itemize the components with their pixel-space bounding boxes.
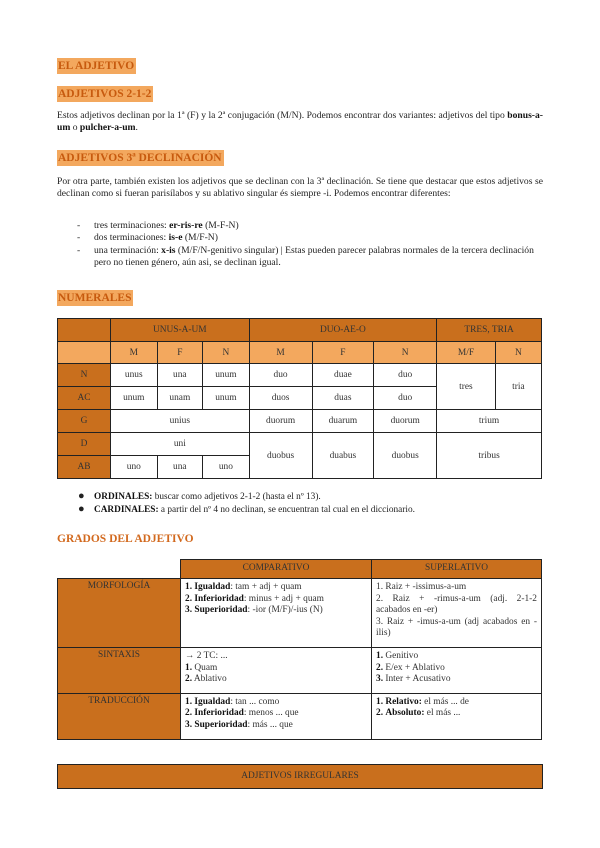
table-cell: una xyxy=(157,456,203,479)
gender-header: F xyxy=(312,342,374,364)
empty-header-cell xyxy=(58,342,111,364)
paragraph-text: . xyxy=(135,122,138,134)
sintaxis-superlativo xyxy=(372,647,542,693)
morfologia-comparativo xyxy=(181,579,372,648)
line: 2. E/ex + Ablativo xyxy=(376,662,445,673)
bold-term: pulcher-a-um xyxy=(79,122,136,134)
table-cell: duabus xyxy=(312,433,374,479)
column-header-comparativo: COMPARATIVO xyxy=(181,560,372,579)
table-cell: uno xyxy=(111,456,158,479)
sintaxis-comparativo xyxy=(181,647,372,693)
section-heading-3-declinacion: ADJETIVOS 3ª DECLINACIÓN xyxy=(58,152,222,164)
table-cell: tria xyxy=(495,364,541,410)
line: → 2 TC: ... xyxy=(185,650,228,661)
line: 3. Superioridad: -ior (M/F)/-ius (N) xyxy=(185,605,323,616)
table-cell: una xyxy=(157,364,203,387)
case-label: N xyxy=(58,364,111,387)
table-cell: uno xyxy=(203,456,250,479)
gender-header: N xyxy=(203,342,250,364)
gender-header: M xyxy=(249,342,312,364)
line: 1. Quam xyxy=(185,662,218,673)
list-item: ● ORDINALES: buscar como adjetivos 2-1-2 (hasta el nº 13). xyxy=(78,490,321,502)
table-cell: duobus xyxy=(374,433,437,479)
group-header: UNUS-A-UM xyxy=(111,319,250,342)
table-cell: duae xyxy=(312,364,374,387)
table-cell: duo xyxy=(374,364,437,387)
table-cell: trium xyxy=(437,410,542,433)
table-cell: duo xyxy=(249,364,312,387)
group-header: DUO-AE-O xyxy=(249,319,436,342)
case-label: G xyxy=(58,410,111,433)
line: 1. Genitivo xyxy=(376,650,419,661)
gender-header: M xyxy=(111,342,158,364)
case-label: D xyxy=(58,433,111,456)
table-cell: duos xyxy=(249,387,312,410)
section-heading-grados: GRADOS DEL ADJETIVO xyxy=(57,533,194,545)
line: 2. Inferioridad: menos ... que xyxy=(185,708,299,719)
paragraph-212 xyxy=(57,110,543,135)
line: 2. Inferioridad: minus + adj + quam xyxy=(185,593,324,604)
row-label-traduccion: TRADUCCIÓN xyxy=(58,693,181,739)
list-item: - una terminación: x-is (M/F/N-genitivo singular) | Estas pueden parecer palabras normales de la tercera declinación pero no tienen género, aún asi, se declinan igual. xyxy=(77,244,534,269)
case-label: AC xyxy=(58,387,111,410)
bold-term: bonus-a-um xyxy=(57,110,543,134)
line: 2. Ablativo xyxy=(185,674,227,685)
table-cell: unam xyxy=(157,387,203,410)
line: 1. Igualdad: tan ... como xyxy=(185,696,280,707)
gender-header: M/F xyxy=(437,342,496,364)
table-cell: tribus xyxy=(437,433,542,479)
table-cell: unus xyxy=(111,364,158,387)
row-label-morfologia: MORFOLOGÍA xyxy=(58,579,181,648)
traduccion-superlativo xyxy=(372,693,542,739)
table-cell: unum xyxy=(203,387,250,410)
table-cell: duobus xyxy=(249,433,312,479)
case-label: AB xyxy=(58,456,111,479)
list-item: ● CARDINALES: a partir del nº 4 no declinan, se encuentran tal cual en el diccionario. xyxy=(78,502,415,515)
line: 3. Inter + Acusativo xyxy=(376,674,451,685)
empty-corner-cell xyxy=(58,560,181,579)
paragraph-3-declinacion: Por otra parte, también existen los adjetivos que se declinan con la 3ª declinación. Se tiene que destacar que estos adjetivos se declinan como si fueran parisílabos y su ablativo singular és siempre -i. Podemos encontrar diferentes: xyxy=(57,176,543,200)
table-cell: duo xyxy=(374,387,437,410)
numerales-table xyxy=(57,318,542,479)
irregular-adjectives-bar: ADJETIVOS IRREGULARES xyxy=(57,764,543,789)
grados-table xyxy=(57,559,542,740)
table-cell: duorum xyxy=(374,410,437,433)
paragraph-text: Estos adjetivos declinan por la 1ª (F) y la 2ª conjugación (M/N). Podemos encontrar dos variantes: adjetivos del tipo xyxy=(57,110,508,121)
table-cell: unum xyxy=(203,364,250,387)
table-cell: unius xyxy=(111,410,250,433)
section-heading-adjetivos-212: ADJETIVOS 2-1-2 xyxy=(58,88,152,100)
traduccion-comparativo xyxy=(181,693,372,739)
gender-header: N xyxy=(374,342,437,364)
line: 3. Superioridad: más ... que xyxy=(185,719,293,730)
line: 1. Relativo: el más ... de xyxy=(376,696,469,707)
group-header: TRES, TRIA xyxy=(437,319,542,342)
list-item: - tres terminaciones: er-ris-re (M-F-N) xyxy=(77,220,239,231)
table-cell: unum xyxy=(111,387,158,410)
list-item: - dos terminaciones: is-e (M/F-N) xyxy=(77,232,218,244)
gender-header: N xyxy=(495,342,541,364)
title-heading: EL ADJETIVO xyxy=(58,60,135,72)
row-label-sintaxis: SINTAXIS xyxy=(58,647,181,693)
line: 1. Raiz + -issimus-a-um xyxy=(376,582,467,592)
numerales-notes xyxy=(57,491,543,516)
line: 2. Raiz + -rimus-a-um (adj. 2-1-2 acabados en -er) xyxy=(376,593,537,616)
section-heading-numerales: NUMERALES xyxy=(58,292,132,304)
empty-header-cell xyxy=(58,319,111,342)
line: 2. Absoluto: el más ... xyxy=(376,708,461,719)
line: 3. Raiz + -imus-a-um (adj acabados en -ilis) xyxy=(376,616,537,639)
table-cell: uni xyxy=(111,433,250,456)
terminations-list xyxy=(57,220,543,270)
table-cell: duarum xyxy=(312,410,374,433)
gender-header: F xyxy=(157,342,203,364)
column-header-superlativo: SUPERLATIVO xyxy=(372,560,542,579)
table-cell: duorum xyxy=(249,410,312,433)
table-cell: duas xyxy=(312,387,374,410)
line: 1. Igualdad: tam + adj + quam xyxy=(185,582,302,592)
paragraph-text: o xyxy=(70,122,80,134)
table-cell: tres xyxy=(437,364,496,410)
morfologia-superlativo xyxy=(372,579,542,648)
